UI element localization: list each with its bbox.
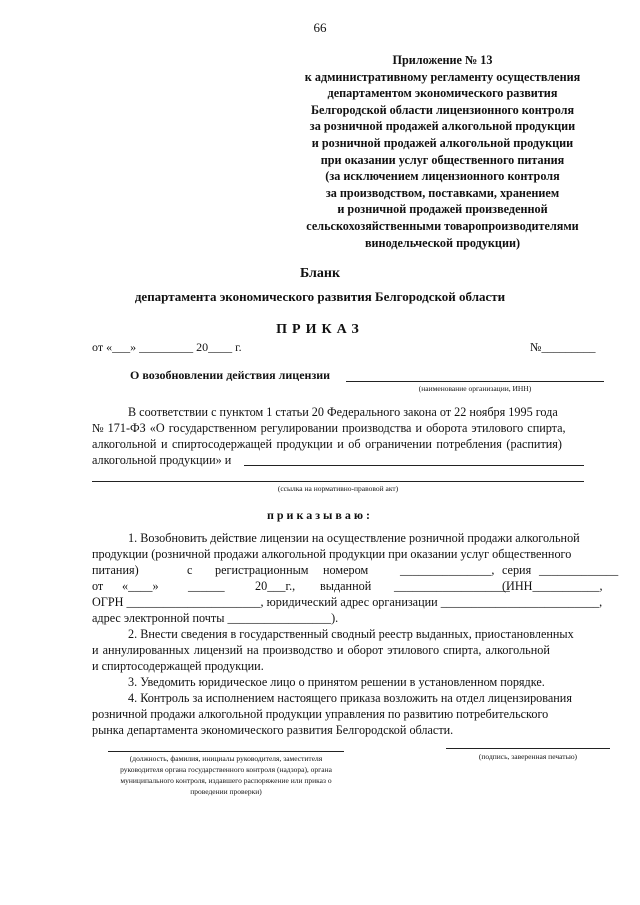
item1-line: продукции (розничной продажи алкогольной продукции при оказании услуг общественного <box>92 547 572 561</box>
item1-line: от <box>92 579 104 593</box>
appendix-line: Белгородской области лицензионного контроля <box>310 102 575 117</box>
order-title: ПРИКАЗ <box>276 322 364 337</box>
position-line <box>108 751 344 752</box>
order-number: №_________ <box>530 340 596 354</box>
appendix-line: при оказании услуг общественного питания <box>320 152 565 167</box>
item1-line: с <box>187 563 193 577</box>
item1-line: (ИНН___________, <box>502 579 603 593</box>
item4-line: розничной продажи алкогольной продукции управления по развитию потребительского <box>92 707 549 721</box>
item1-line: адрес электронной почты _________________). <box>92 611 339 625</box>
caption-signature: (подпись, заверенная печатью) <box>478 752 578 761</box>
caption-position: (должность, фамилия, инициалы руководителя, заместителя руководителя органа государственного контроля (надзора), органа муниципального контроля, издавшего распоряжение или приказ о проведении проверки) <box>120 754 332 796</box>
org-name-line <box>346 381 604 382</box>
legal-ref-line <box>244 465 584 466</box>
preamble-line: алкогольной продукции» и <box>92 453 232 467</box>
appendix-line: сельскохозяйственными товаропроизводителями <box>306 218 579 233</box>
signature-line <box>446 748 610 749</box>
item1-line: ______ <box>188 579 225 593</box>
item1-line: _______________, <box>400 563 495 577</box>
appendix-line: департаментом экономического развития <box>327 86 558 101</box>
item2-line: 2. Внести сведения в государственный сводный реестр выданных, приостановленных <box>128 627 574 641</box>
item1-line: серия <box>502 563 532 577</box>
appendix-line: и розничной продажей произведенной <box>337 202 548 217</box>
item1-line: _____________ <box>539 563 619 577</box>
item1-line: номером <box>323 563 369 577</box>
item1-line: питания) <box>92 563 139 577</box>
item4-line: рынка департамента экономического развития Белгородской области. <box>92 723 454 737</box>
appendix-line: винодельческой продукции) <box>364 235 521 250</box>
item1-line: «____» <box>122 579 159 593</box>
legal-ref-line-2 <box>92 481 584 482</box>
renew-heading: О возобновлении действия лицензии <box>130 368 331 382</box>
item1-line: выданной <box>320 579 372 593</box>
item1-line: 20___г., <box>255 579 296 593</box>
appendix-line: к административному регламенту осуществления <box>304 69 581 84</box>
appendix-title: Приложение № 13 <box>392 53 493 67</box>
appendix-line: за розничной продажей алкогольной продукции <box>309 119 576 134</box>
item3-line: 3. Уведомить юридическое лицо о принятом решении в установленном порядке. <box>128 675 545 689</box>
appendix-line: и розничной продажей алкогольной продукции <box>311 135 574 150</box>
item2-line: и спиртосодержащей продукции. <box>92 659 264 673</box>
blank-title: Бланк <box>299 266 341 281</box>
item1-line: ОГРН ______________________, юридический адрес организации __________________________, <box>92 595 603 609</box>
appendix-block <box>270 52 615 251</box>
appendix-line: за производством, поставками, хранением <box>325 185 560 200</box>
blank-subtitle: департамента экономического развития Белгородской области <box>134 289 506 304</box>
item1-line: ___________________ <box>394 579 510 593</box>
item1-line: регистрационным <box>215 563 309 577</box>
item1-line: 1. Возобновить действие лицензии на осуществление розничной продажи алкогольной <box>128 531 580 545</box>
item4-line: 4. Контроль за исполнением настоящего приказа возложить на отдел лицензирования <box>128 691 572 705</box>
caption-org: (наименование организации, ИНН) <box>418 384 532 393</box>
caption-legal: (ссылка на нормативно-правовой акт) <box>277 484 399 493</box>
order-date: от «___» _________ 20____ г. <box>92 340 242 354</box>
orders-word: приказываю: <box>266 508 374 522</box>
preamble-line: В соответствии с пунктом 1 статьи 20 Федерального закона от 22 ноября 1995 года <box>128 405 558 419</box>
preamble-line: алкогольной и спиртосодержащей продукции и об ограничении потребления (распития) <box>92 437 562 451</box>
appendix-line: (за исключением лицензионного контроля <box>325 169 560 184</box>
preamble-line: № 171-ФЗ «О государственном регулировании производства и оборота этилового спирта, <box>92 421 566 435</box>
page-number: 66 <box>313 20 327 35</box>
item2-line: и аннулированных лицензий на производство и оборот этилового спирта, алкогольной <box>92 643 550 657</box>
